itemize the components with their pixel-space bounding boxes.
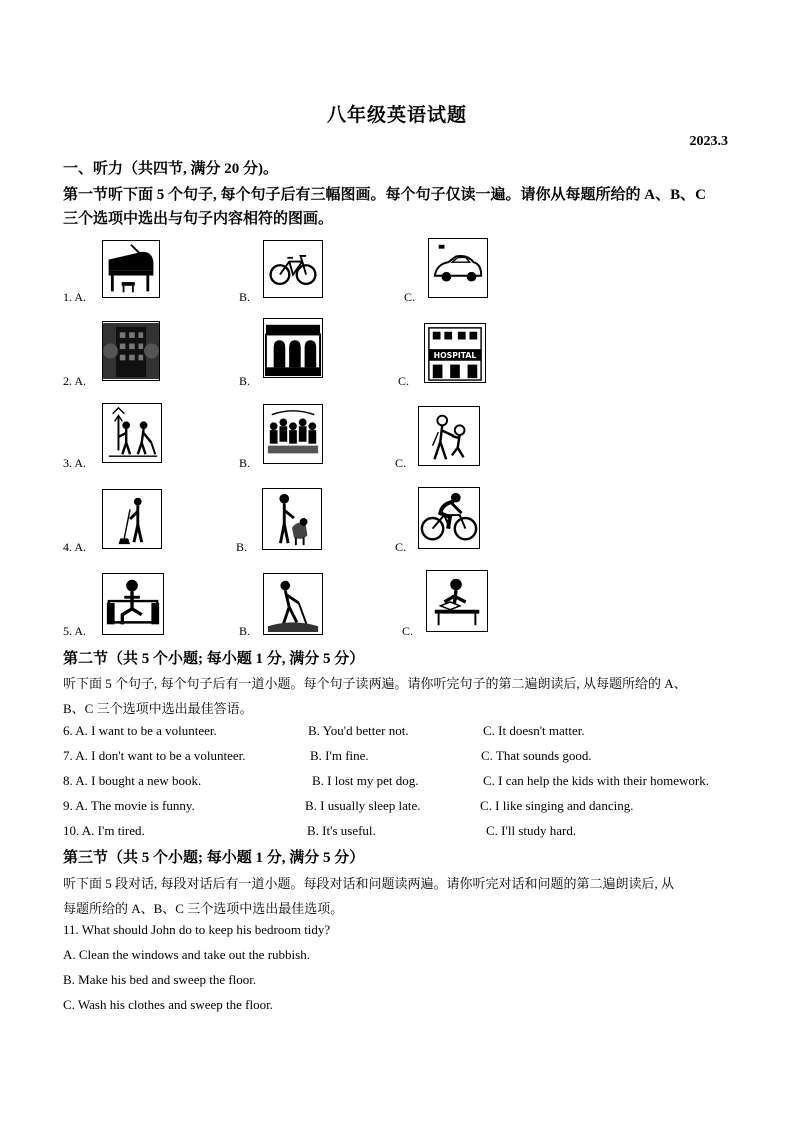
q11-question: 11. What should John do to keep his bedroom tidy? [63,922,331,937]
q11-option-b[interactable]: B. Make his bed and sweep the floor. [63,972,257,987]
piano-icon[interactable] [102,240,160,298]
section3-instruction-line1: 听下面 5 段对话, 每段对话后有一道小题。每段对话和问题读两遍。请你听完对话和问题的第二遍朗读后, 从 [63,876,675,891]
q6-option-b[interactable]: B. You'd better not. [308,723,409,738]
page-title: 八年级英语试题 [326,105,467,126]
q8-option-c[interactable]: C. I can help the kids with their homework. [483,773,710,788]
q9-option-b[interactable]: B. I usually sleep late. [305,798,421,813]
q1-label-a: 1. A. [63,290,87,304]
sitting-sofa-icon[interactable] [102,573,164,635]
q8-option-b[interactable]: B. I lost my pet dog. [312,773,419,788]
q11-option-a[interactable]: A. Clean the windows and take out the rubbish. [63,947,310,962]
q9-option-a[interactable]: 9. A. The movie is funny. [63,798,195,813]
q9-option-c[interactable]: C. I like singing and dancing. [480,798,634,813]
bicycle-icon[interactable] [263,240,323,298]
q3-label-b: B. [239,456,251,470]
section1-instruction-line1: 第一节听下面 5 个句子, 每个句子后有三幅图画。每个句子仅读一遍。请你从每题所给的 A、B、C [63,187,706,203]
q7-option-b[interactable]: B. I'm fine. [310,748,369,763]
crowd-icon[interactable] [263,404,323,464]
q5-label-b: B. [239,624,251,638]
gardening-icon[interactable] [263,573,323,635]
section3-heading: 第三节（共 5 个小题; 每小题 1 分, 满分 5 分） [63,850,365,866]
q4-label-c: C. [395,540,407,554]
planting-trees-icon[interactable] [102,403,162,463]
building-icon[interactable] [102,321,160,381]
section2-instruction-line1: 听下面 5 个句子, 每个句子后有一道小题。每个句子读两遍。请你听完句子的第二遍朗读后, 从每题所给的 A、 [63,676,687,691]
q2-label-a: 2. A. [63,374,87,388]
cycling-icon[interactable] [418,487,480,549]
q10-option-a[interactable]: 10. A. I'm tired. [63,823,145,838]
part1-heading: 一、听力（共四节, 满分 20 分)。 [63,161,278,177]
q4-label-b: B. [236,540,248,554]
q6-option-a[interactable]: 6. A. I want to be a volunteer. [63,723,217,738]
q5-label-a: 5. A. [63,624,87,638]
q1-label-b: B. [239,290,251,304]
section1-instruction-line2: 三个选项中选出与句子内容相符的图画。 [63,211,334,227]
hospital-icon[interactable] [424,323,486,383]
q5-label-c: C. [402,624,414,638]
q8-option-a[interactable]: 8. A. I bought a new book. [63,773,202,788]
q3-label-a: 3. A. [63,456,87,470]
q4-label-a: 4. A. [63,540,87,554]
sweeping-icon[interactable] [102,489,162,549]
q3-label-c: C. [395,456,407,470]
shop-icon[interactable] [263,318,323,378]
exam-date: 2023.3 [689,134,728,149]
q10-option-c[interactable]: C. I'll study hard. [486,823,577,838]
q7-option-c[interactable]: C. That sounds good. [481,748,592,763]
q11-option-c[interactable]: C. Wash his clothes and sweep the floor. [63,997,273,1012]
q10-option-b[interactable]: B. It's useful. [307,823,376,838]
q2-label-b: B. [239,374,251,388]
q2-label-c: C. [398,374,410,388]
q6-option-c[interactable]: C. It doesn't matter. [483,723,585,738]
section2-instruction-line2: B、C 三个选项中选出最佳答语。 [63,701,253,716]
q7-option-a[interactable]: 7. A. I don't want to be a volunteer. [63,748,246,763]
section2-heading: 第二节（共 5 个小题; 每小题 1 分, 满分 5 分） [63,651,365,667]
helping-person-icon[interactable] [418,406,480,466]
reading-desk-icon[interactable] [426,570,488,632]
car-icon[interactable] [428,238,488,298]
section3-instruction-line2: 每题所给的 A、B、C 三个选项中选出最佳选项。 [63,901,344,916]
feeding-dog-icon[interactable] [262,488,322,550]
hospital-sign: HOSPITAL [433,350,477,360]
q1-label-c: C. [404,290,416,304]
